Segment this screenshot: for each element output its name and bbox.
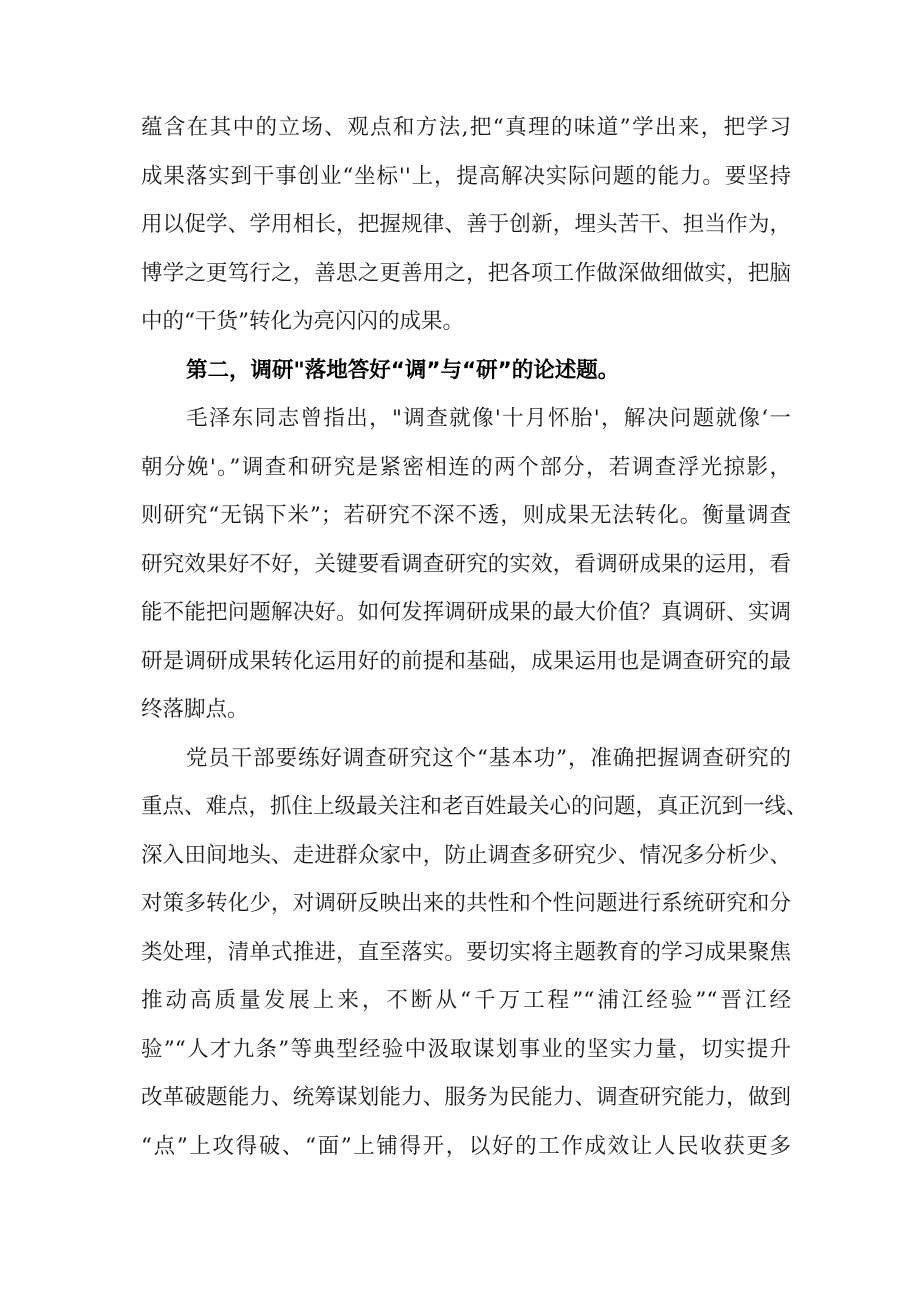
paragraph-2-line-3: 则研究“无锅下米”；若研究不深不透，则成果无法转化。衡量调查 [141,503,791,528]
paragraph-2-line-6: 研是调研成果转化运用好的前提和基础，成果运用也是调查研究的最 [141,649,791,674]
paragraph-1-line-1: 蕴含在其中的立场、观点和方法,把“真理的味道”学出来，把学习 [141,115,791,140]
paragraph-3-line-2: 重点、难点，抓住上级最关注和老百姓最关心的问题，真正沉到一线、 [141,794,808,819]
paragraph-2-line-4: 研究效果好不好，关键要看调查研究的实效，看调研成果的运用，看 [141,552,791,577]
paragraph-1-line-4: 博学之更笃行之，善思之更善用之，把各项工作做深做细做实，把脑 [141,261,791,286]
paragraph-1-line-5: 中的“干货”转化为亮闪闪的成果。 [141,309,464,334]
paragraph-1-line-2: 成果落实到干事创业“坐标''上，提高解决实际问题的能力。要坚持 [141,164,791,189]
paragraph-3-line-4: 对策多转化少，对调研反映出来的共性和个性问题进行系统研究和分 [141,891,791,916]
paragraph-1-line-3: 用以促学、学用相长，把握规律、善于创新，埋头苦干、担当作为， [141,212,791,237]
section-heading: 第二，调研"落地答好“调”与“研”的论述题。 [186,358,620,383]
paragraph-3-line-5: 类处理，清单式推进，直至落实。要切实将主题教育的学习成果聚焦 [141,940,791,965]
paragraph-2-line-2: 朝分娩'。”调查和研究是紧密相连的两个部分，若调查浮光掠影， [141,455,791,480]
paragraph-3-line-9: “点”上攻得破、“面”上铺得开，以好的工作成效让人民收获更多 [141,1134,791,1159]
paragraph-3-line-6: 推动高质量发展上来，不断从“千万工程”“浦江经验”“晋江经 [141,988,791,1013]
paragraph-2-line-7: 终落脚点。 [141,697,249,722]
paragraph-3-line-7: 验”“人才九条”等典型经验中汲取谋划事业的坚实力量，切实提升 [141,1037,791,1062]
paragraph-2-line-5: 能不能把问题解决好。如何发挥调研成果的最大价值？真调研、实调 [141,600,791,625]
paragraph-3-line-3: 深入田间地头、走进群众家中，防止调查多研究少、情况多分析少、 [141,843,791,868]
paragraph-3-line-8: 改革破题能力、统筹谋划能力、服务为民能力、调查研究能力，做到 [141,1085,791,1110]
paragraph-2-line-1: 毛泽东同志曾指出，"调查就像'十月怀胎'，解决问题就像‘一 [186,406,791,431]
paragraph-3-line-1: 党员干部要练好调查研究这个“基本功”，准确把握调查研究的 [186,746,791,771]
